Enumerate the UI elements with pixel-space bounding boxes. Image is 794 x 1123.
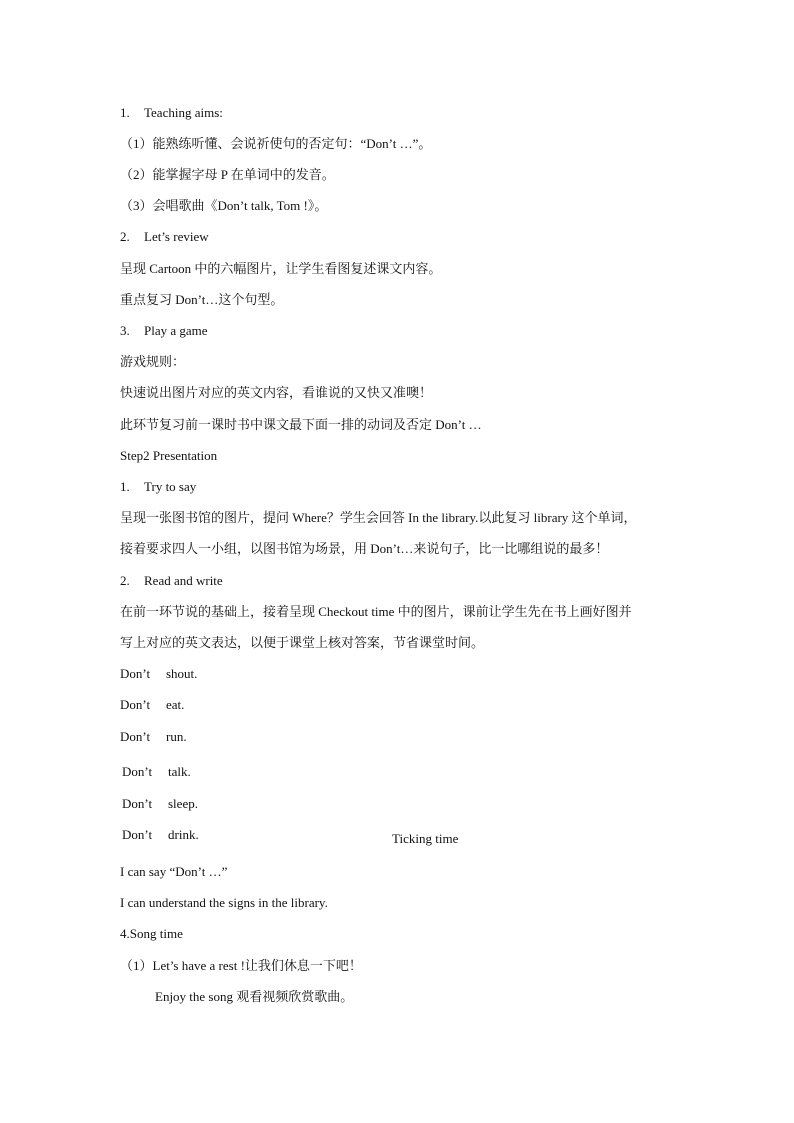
game-rules-label: 游戏规则： [120, 354, 186, 369]
read-text-1: 在前一环节说的基础上，接着呈现 Checkout time 中的图片，课前让学生先在书上画好图并 [120, 604, 632, 619]
heading-lets-review: 2. Let’s review [120, 229, 209, 244]
try-text-2: 接着要求四人一小组，以图书馆为场景，用 Don’t…来说句子，比一比哪组说的最多！ [120, 541, 609, 556]
ticking-time-label: Ticking time [392, 831, 459, 846]
can-understand-text: I can understand the signs in the library. [120, 895, 328, 910]
try-text-1: 呈现一张图书馆的图片，提问 Where？学生会回答 In the library.以此复习 library 这个单词， [120, 510, 637, 525]
dont-item: Don’t shout. [120, 666, 198, 681]
song-enjoy-text: Enjoy the song 观看视频欣赏歌曲。 [155, 989, 354, 1004]
game-note-text: 此环节复习前一课时书中课文最下面一排的动词及否定 Don’t … [120, 417, 482, 432]
heading-song-time: 4.Song time [120, 926, 183, 941]
aim-item-3: （3）会唱歌曲《Don’t talk, Tom !》。 [120, 198, 328, 213]
heading-play-a-game: 3. Play a game [120, 323, 208, 338]
heading-teaching-aims: 1. Teaching aims: [120, 105, 223, 120]
review-text-1: 呈现 Cartoon 中的六幅图片，让学生看图复述课文内容。 [120, 261, 442, 276]
game-rules-text: 快速说出图片对应的英文内容，看谁说的又快又准噢！ [120, 385, 433, 400]
dont-item: Don’t eat. [120, 697, 185, 712]
read-text-2: 写上对应的英文表达，以便于课堂上核对答案，节省课堂时间。 [120, 635, 485, 650]
dont-item: Don’t sleep. [122, 796, 198, 811]
song-item-1: （1）Let’s have a rest !让我们休息一下吧！ [120, 958, 362, 973]
heading-step2-presentation: Step2 Presentation [120, 448, 218, 463]
dont-item: Don’t talk. [122, 764, 191, 779]
can-say-text: I can say “Don’t …” [120, 864, 228, 879]
heading-try-to-say: 1. Try to say [120, 479, 197, 494]
heading-read-and-write: 2. Read and write [120, 573, 223, 588]
review-text-2: 重点复习 Don’t…这个句型。 [120, 292, 284, 307]
dont-item: Don’t run. [120, 729, 187, 744]
dont-item: Don’t drink. [122, 827, 199, 842]
aim-item-2: （2）能掌握字母 P 在单词中的发音。 [120, 167, 335, 182]
aim-item-1: （1）能熟练听懂、会说祈使句的否定句：“Don’t …”。 [120, 136, 432, 151]
